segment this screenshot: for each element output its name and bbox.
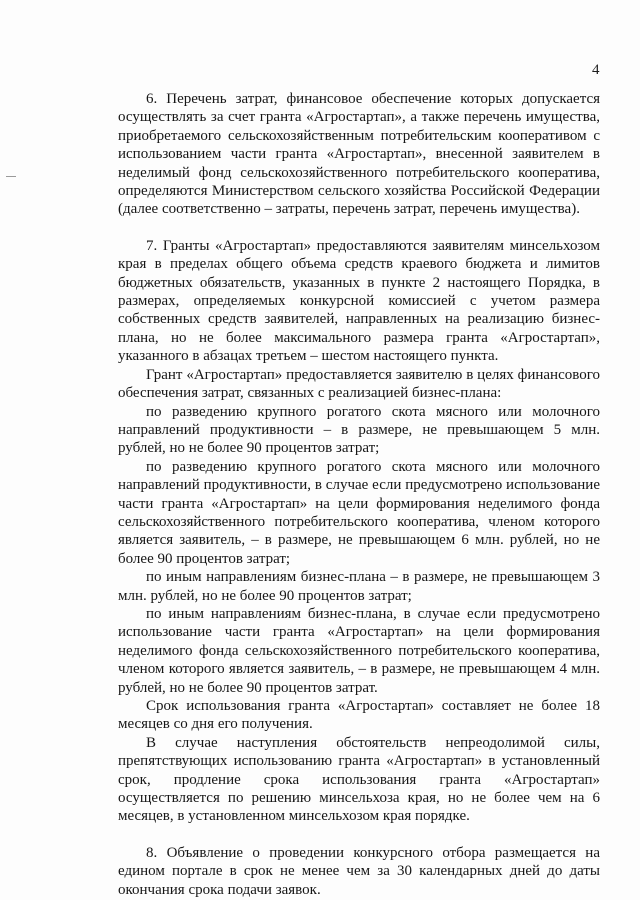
paragraph-cattle-5mln: по разведению крупного рогатого скота мясного или молочного направлений продуктивности – в размере, не превышающем 5 млн. рублей, но не более 90 процентов затрат; [118, 403, 600, 457]
page-number: 4 [592, 62, 600, 78]
paragraph-grant-term: Срок использования гранта «Агростартап» составляет не более 18 месяцев со дня его получения. [118, 698, 600, 733]
paragraph-item-6: 6. Перечень затрат, финансовое обеспечение которых допускается осуществлять за счет гранта «Агростартап», а также перечень имущества, приобретаемого сельскохозяйственным потребительским кооперативом с использованием части гранта «Агростартап», внесенной заявителем в неделимый фонд сельскохозяйственного потребительского кооператива, определяются Министерством сельского хозяйства Российской Федерации (далее соответственно – затраты, перечень затрат, перечень имущества). [118, 91, 600, 218]
paragraph-cattle-6mln: по разведению крупного рогатого скота мясного или молочного направлений продуктивности, в случае если предусмотрено использование части гранта «Агростартап» на цели формирования неделимого фонда сельскохозяйственного потребительского кооператива, членом которого является заявитель, – в размере, не превышающем 6 млн. рублей, но не более 90 процентов затрат; [118, 458, 600, 567]
paragraph-other-4mln: по иным направлениям бизнес-плана, в случае если предусмотрено использование части гранта «Агростартап» на цели формирования неделимого фонда сельскохозяйственного потребительского кооператива, членом которого является заявитель, – в размере, не превышающем 4 млн. рублей, но не более 90 процентов затрат. [118, 605, 600, 696]
scan-artifact-mark [6, 176, 16, 177]
paragraph-item-7: 7. Гранты «Агростартап» предоставляются заявителям минсельхозом края в пределах общего объема средств краевого бюджета и лимитов бюджетных обязательств, указанных в пункте 2 настоящего Порядка, в размерах, определяемых конкурсной комиссией с учетом размера собственных средств заявителей, направленных на реализацию бизнес-плана, но не более максимального размера гранта «Агростартап», указанного в абзацах третьем – шестом настоящего пункта. [118, 237, 600, 365]
paragraph-force-majeure: В случае наступления обстоятельств непреодолимой силы, препятствующих использованию гранта «Агростартап» в установленный срок, продление срока использования гранта «Агростартап» осуществляется по решению минсельхоза края, но не более чем на 6 месяцев, в установленном минсельхозом края порядке. [118, 734, 600, 825]
paragraph-item-8: 8. Объявление о проведении конкурсного отбора размещается на едином портале в срок не менее чем за 30 календарных дней до даты окончания срока подачи заявок. [118, 844, 600, 898]
document-body [118, 90, 600, 899]
paragraph-grant-purpose: Грант «Агростартап» предоставляется заявителю в целях финансового обеспечения затрат, связанных с реализацией бизнес-плана: [118, 366, 600, 402]
paragraph-other-3mln: по иным направлениям бизнес-плана – в размере, не превышающем 3 млн. рублей, но не более 90 процентов затрат; [118, 569, 600, 604]
